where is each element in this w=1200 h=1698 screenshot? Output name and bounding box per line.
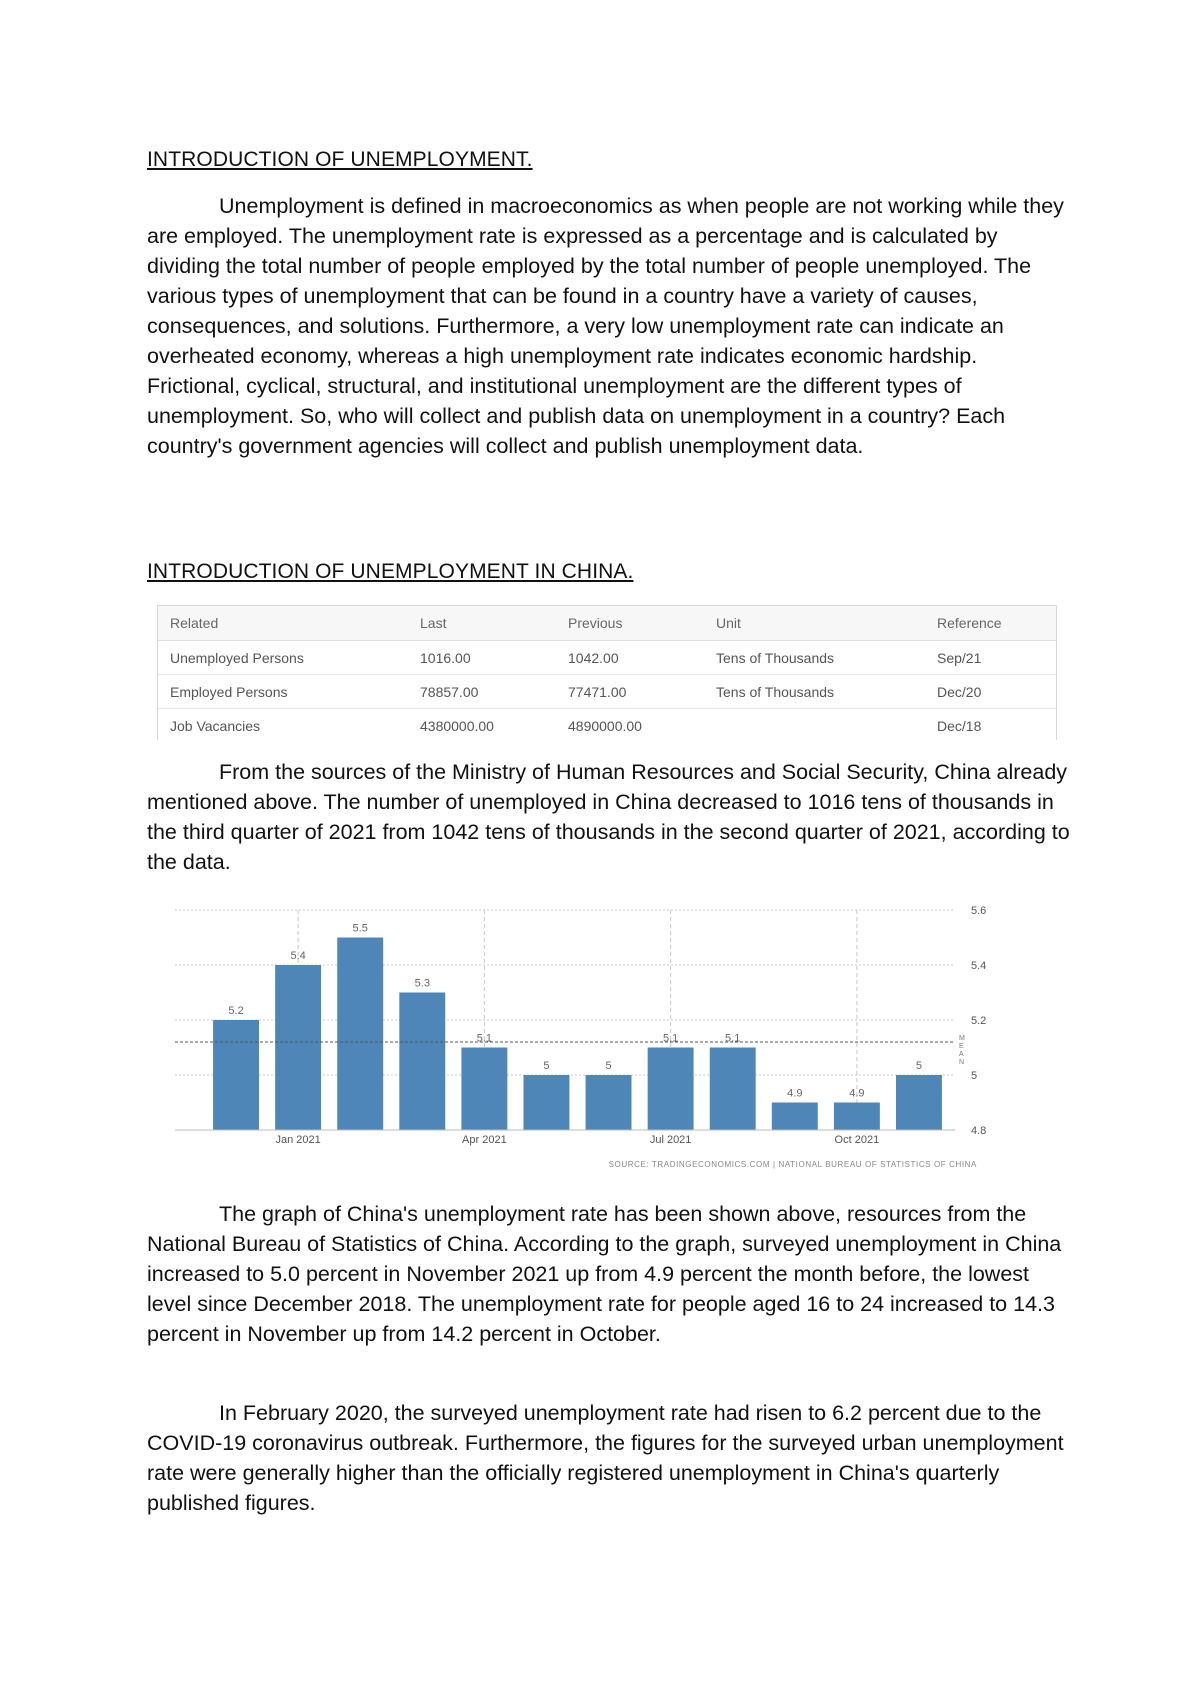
x-tick-label: Jul 2021 bbox=[649, 1134, 692, 1146]
chart-bar bbox=[772, 1103, 818, 1131]
table-row bbox=[158, 709, 1056, 741]
related-indicators-table bbox=[157, 605, 1057, 740]
chart-bar bbox=[461, 1048, 507, 1131]
chart-source-note: SOURCE: TRADINGECONOMICS.COM | NATIONAL BUREAU OF STATISTICS OF CHINA bbox=[608, 1160, 977, 1169]
table-cell: Tens of Thousands bbox=[704, 675, 925, 709]
bar-value-label: 5.5 bbox=[352, 922, 368, 935]
x-tick-label: Jan 2021 bbox=[275, 1134, 321, 1146]
column-header: Previous bbox=[556, 606, 704, 641]
bar-value-label: 5 bbox=[915, 1060, 923, 1072]
chart-bar bbox=[896, 1075, 942, 1130]
y-tick-label: 5 bbox=[971, 1070, 978, 1082]
bar-value-label: 5.1 bbox=[662, 1032, 679, 1045]
table-cell: Unemployed Persons bbox=[158, 641, 408, 675]
bar-value-label: 4.9 bbox=[849, 1087, 865, 1100]
bar-value-label: 5.2 bbox=[228, 1005, 244, 1017]
y-tick-label: 5.2 bbox=[971, 1015, 987, 1027]
bar-value-label: 5.1 bbox=[476, 1032, 493, 1045]
chart-bar bbox=[648, 1048, 694, 1131]
chart-bar bbox=[213, 1020, 259, 1130]
chart-bar bbox=[834, 1103, 880, 1131]
table-cell: Dec/20 bbox=[925, 675, 1056, 709]
graph-description-paragraph: The graph of China's unemployment rate has been shown above, resources from the National Bureau of Statistics of China. According to the graph, surveyed unemployment in China increased to 5.0 percent in November 2021 up from 4.9 percent the month before, the lowest level since December 2018. The unemployment rate for people aged 16 to 24 increased to 14.3 percent in November up from 14.2 percent in October. bbox=[147, 1202, 1062, 1346]
unemployment-rate-chart bbox=[165, 895, 1010, 1170]
x-tick-label: Oct 2021 bbox=[834, 1134, 880, 1146]
intro-paragraph: Unemployment is defined in macroeconomics as when people are not working while they are employed. The unemployment rate is expressed as a percentage and is calculated by dividing the total number of people employed by the total number of people unemployed. The various types of unemployment that can be found in a country have a variety of causes, consequences, and solutions. Furthermore, a very low unemployment rate can indicate an overheated economy, whereas a high unemployment rate indicates economic hardship. Frictional, cyclical, structural, and institutional unemployment are the different types of unemployment. So, who will collect and publish data on unemployment in a country? Each country's government agencies will collect and publish unemployment data. bbox=[147, 194, 1064, 458]
bar-value-label: 5.4 bbox=[290, 950, 306, 962]
table-cell: Tens of Thousands bbox=[704, 641, 925, 675]
covid-paragraph: In February 2020, the surveyed unemployment rate had risen to 6.2 percent due to the COVID-19 coronavirus outbreak. Furthermore, the figures for the surveyed urban unemployment rate were generally higher than the officially registered unemployment in China's quarterly published figures. bbox=[147, 1401, 1064, 1515]
chart-bar bbox=[523, 1075, 569, 1130]
unemployed-persons-paragraph: From the sources of the Ministry of Human Resources and Social Security, China already mentioned above. The number of unemployed in China decreased to 1016 tens of thousands in the third quarter of 2021 from 1042 tens of thousands in the second quarter of 2021, according to the data. bbox=[147, 760, 1070, 874]
table-cell: 1042.00 bbox=[556, 641, 704, 675]
bar-value-label: 5 bbox=[543, 1060, 550, 1072]
mean-reference-label: M E A N bbox=[959, 1035, 965, 1066]
bar-value-label: 5.3 bbox=[414, 977, 430, 990]
table-cell: Job Vacancies bbox=[158, 709, 408, 741]
column-header: Reference bbox=[925, 606, 1056, 641]
bar-value-label: 5 bbox=[605, 1060, 612, 1072]
table-row bbox=[158, 675, 1056, 709]
bar-value-label: 5.1 bbox=[725, 1032, 741, 1045]
table-cell: 77471.00 bbox=[556, 675, 704, 709]
section-heading-unemployment: INTRODUCTION OF UNEMPLOYMENT. bbox=[147, 148, 533, 171]
column-header: Last bbox=[408, 606, 556, 641]
table-cell: 1016.00 bbox=[408, 641, 556, 675]
chart-bar bbox=[275, 965, 321, 1130]
chart-bar bbox=[399, 993, 445, 1131]
x-tick-label: Apr 2021 bbox=[462, 1134, 507, 1146]
column-header: Related bbox=[158, 606, 408, 641]
y-tick-label: 4.8 bbox=[971, 1125, 987, 1137]
section-heading-unemployment-china: INTRODUCTION OF UNEMPLOYMENT IN CHINA. bbox=[147, 560, 634, 583]
table-cell: 4380000.00 bbox=[408, 709, 556, 741]
table-cell: 4890000.00 bbox=[556, 709, 704, 741]
table-header-row bbox=[158, 606, 1056, 641]
bar-value-label: 4.9 bbox=[787, 1087, 803, 1100]
column-header: Unit bbox=[704, 606, 925, 641]
table-cell: Dec/18 bbox=[925, 709, 1056, 741]
table-cell: Employed Persons bbox=[158, 675, 408, 709]
chart-bar bbox=[710, 1048, 756, 1131]
table-row bbox=[158, 641, 1056, 675]
table-cell: Sep/21 bbox=[925, 641, 1056, 675]
chart-bar bbox=[337, 938, 383, 1131]
table-cell: 78857.00 bbox=[408, 675, 556, 709]
chart-bar bbox=[586, 1075, 632, 1130]
y-tick-label: 5.4 bbox=[971, 960, 987, 972]
y-tick-label: 5.6 bbox=[971, 905, 987, 917]
table-cell bbox=[704, 709, 925, 741]
